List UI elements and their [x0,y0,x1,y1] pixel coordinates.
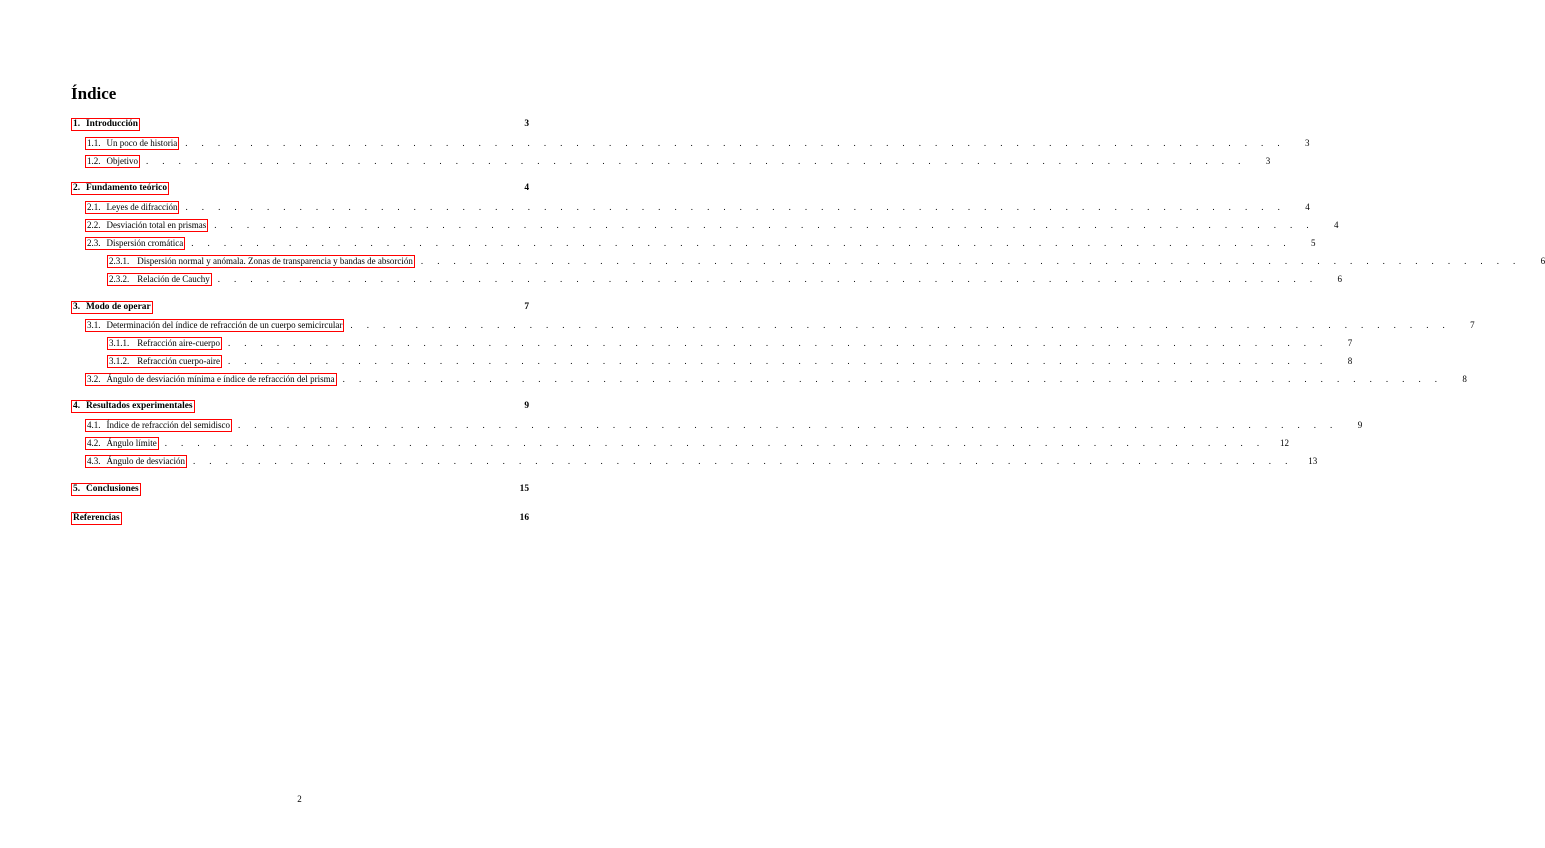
toc-link-desviacion-total[interactable] [85,219,208,232]
dot-leader: . . . . . . . . . . . . . . . . . . . . . . . . . . . . . . . . . . . . . . . . . . . . . . . . . . . . . . . . . . . . . . . . . . . . [420,256,1522,266]
section-label: Ángulo límite [106,437,157,448]
toc-entry-referencias [71,511,529,525]
page-ref: 9 [1357,420,1363,430]
page-ref: 15 [519,484,529,494]
toc-link-determinacion-indice[interactable] [85,319,344,332]
page-ref: 4 [1305,202,1310,212]
section-label: Relación de Cauchy [137,273,210,284]
dot-leader: . . . . . . . . . . . . . . . . . . . . . . . . . . . . . . . . . . . . . . . . . . . . . . . . . . . . . . . . . . . . . . . . . . . . [227,338,1329,348]
section-label: Desviación total en prismas [106,219,207,230]
section-label: Objetivo [106,155,138,166]
page-ref: 8 [1347,356,1353,366]
section-number: 3.1.1. [109,337,130,348]
section-number: 1. [73,118,81,129]
section-label: Ángulo de desviación mínima e índice de refracción del prisma [106,373,335,384]
toc-entry-conclusiones [71,482,529,496]
toc-entry-dispersion-normal-anomala [107,254,1545,268]
section-number: 3.1.2. [109,355,130,366]
dot-leader: . . . . . . . . . . . . . . . . . . . . . . . . . . . . . . . . . . . . . . . . . . . . . . . . . . . . . . . . . . . . . . . . . . . . [227,356,1329,366]
section-number: 2.3. [87,237,101,248]
page-ref: 3 [1265,156,1271,166]
toc-entry-refraccion-cuerpo-aire [107,354,1353,368]
dot-leader: . . . . . . . . . . . . . . . . . . . . . . . . . . . . . . . . . . . . . . . . . . . . . . . . . . . . . . . . . . . . . . . . . . . . [217,274,1318,284]
page-ref: 3 [1304,138,1310,148]
dot-leader: . . . . . . . . . . . . . . . . . . . . . . . . . . . . . . . . . . . . . . . . . . . . . . . . . . . . . . . . . . . . . . . . . . . . [237,420,1339,430]
dot-leader: . . . . . . . . . . . . . . . . . . . . . . . . . . . . . . . . . . . . . . . . . . . . . . . . . . . . . . . . . . . . . . . . . . . . [214,220,1315,230]
page-ref: 12 [1280,438,1289,448]
toc-link-refraccion-cuerpo-aire[interactable] [107,355,222,368]
section-number: 2.3.1. [109,255,130,266]
section-label: Conclusiones [86,483,139,494]
toc-link-introduccion[interactable] [71,118,140,131]
toc-entry-modo-de-operar [71,300,529,314]
page-ref: 8 [1462,374,1467,384]
toc-entry-objetivo [85,154,1271,168]
page-ref: 16 [519,513,529,523]
toc-link-indice-semidisco[interactable] [85,419,232,432]
page-ref: 7 [1347,338,1353,348]
toc-link-refraccion-aire-cuerpo[interactable] [107,337,222,350]
section-number: 3. [73,301,81,312]
toc-entry-relacion-de-cauchy [107,272,1342,286]
section-number: 2.2. [87,219,101,230]
section-number: 1.1. [87,137,101,148]
page-number: 2 [297,794,302,804]
section-label: Referencias [73,512,120,523]
toc-link-fundamento-teorico[interactable] [71,182,169,195]
toc-link-un-poco-de-historia[interactable] [85,137,179,150]
section-label: Un poco de historia [106,137,178,148]
section-number: 3.1. [87,319,101,330]
section-number: 4.2. [87,437,101,448]
toc-entry-refraccion-aire-cuerpo [107,336,1353,350]
dot-leader: . . . . . . . . . . . . . . . . . . . . . . . . . . . . . . . . . . . . . . . . . . . . . . . . . . . . . . . . . . . . . . . . . . . . [146,156,1247,166]
page-ref: 7 [1470,320,1475,330]
section-number: 4.1. [87,419,101,430]
section-label: Modo de operar [86,301,151,312]
toc-link-resultados-experimentales[interactable] [71,400,195,413]
section-label: Dispersión normal y anómala. Zonas de transparencia y bandas de absorción [137,255,413,266]
toc-link-referencias[interactable] [71,512,122,525]
toc-link-dispersion-normal-anomala[interactable] [107,255,415,268]
page-ref: 9 [524,401,529,411]
section-number: 4.3. [87,455,101,466]
toc-entry-fundamento-teorico [71,181,529,195]
toc-link-dispersion-cromatica[interactable] [85,237,185,250]
section-label: Refracción aire-cuerpo [137,337,220,348]
section-label: Fundamento teórico [86,182,168,193]
page-ref: 3 [524,119,529,129]
dot-leader: . . . . . . . . . . . . . . . . . . . . . . . . . . . . . . . . . . . . . . . . . . . . . . . . . . . . . . . . . . . . . . . . . . . . [164,438,1265,448]
page-ref: 4 [1333,220,1339,230]
section-number: 5. [73,483,81,494]
section-number: 4. [73,400,81,411]
toc-link-relacion-de-cauchy[interactable] [107,273,212,286]
toc-entry-un-poco-de-historia [85,136,1310,150]
page-ref: 6 [1540,256,1545,266]
page-ref: 5 [1310,238,1316,248]
dot-leader: . . . . . . . . . . . . . . . . . . . . . . . . . . . . . . . . . . . . . . . . . . . . . . . . . . . . . . . . . . . . . . . . . . . . [192,456,1294,466]
toc-entry-angulo-de-desviacion [85,454,1318,468]
toc-link-leyes-de-difraccion[interactable] [85,201,179,214]
page-ref: 6 [1337,274,1342,284]
section-label: Dispersión cromática [106,237,184,248]
dot-leader: . . . . . . . . . . . . . . . . . . . . . . . . . . . . . . . . . . . . . . . . . . . . . . . . . . . . . . . . . . . . . . . . . . . . [185,202,1286,212]
toc-entry-desviacion-total [85,218,1339,232]
section-number: 2.1. [87,201,101,212]
section-number: 1.2. [87,155,101,166]
toc-entry-angulo-limite [85,436,1289,450]
toc-entry-angulo-desviacion-minima [85,372,1467,386]
section-number: 2. [73,182,81,193]
dot-leader: . . . . . . . . . . . . . . . . . . . . . . . . . . . . . . . . . . . . . . . . . . . . . . . . . . . . . . . . . . . . . . . . . . . . [342,374,1443,384]
page-ref: 4 [524,183,529,193]
section-label: Índice de refracción del semidisco [106,419,230,430]
section-label: Refracción cuerpo-aire [137,355,220,366]
toc-entry-determinacion-indice [85,318,1475,332]
dot-leader: . . . . . . . . . . . . . . . . . . . . . . . . . . . . . . . . . . . . . . . . . . . . . . . . . . . . . . . . . . . . . . . . . . . . [191,238,1292,248]
section-label: Leyes de difracción [106,201,178,212]
section-label: Resultados experimentales [86,400,193,411]
toc-link-conclusiones[interactable] [71,483,141,496]
toc-link-angulo-limite[interactable] [85,437,159,450]
toc-link-angulo-desviacion-minima[interactable] [85,373,337,386]
toc-entry-indice-semidisco [85,418,1363,432]
page-ref: 13 [1308,456,1318,466]
section-label: Introducción [86,118,138,129]
toc-entry-resultados-experimentales [71,399,529,413]
section-number: 2.3.2. [109,273,130,284]
page-ref: 7 [524,302,529,312]
section-label: Ángulo de desviación [106,455,185,466]
toc-entry-leyes-de-difraccion [85,200,1310,214]
section-label: Determinación del índice de refracción de un cuerpo semicircular [106,319,343,330]
toc-link-objetivo[interactable] [85,155,140,168]
section-number: 3.2. [87,373,101,384]
toc-entry-dispersion-cromatica [85,236,1316,250]
dot-leader: . . . . . . . . . . . . . . . . . . . . . . . . . . . . . . . . . . . . . . . . . . . . . . . . . . . . . . . . . . . . . . . . . . . . [185,138,1286,148]
toc-link-modo-de-operar[interactable] [71,301,153,314]
dot-leader: . . . . . . . . . . . . . . . . . . . . . . . . . . . . . . . . . . . . . . . . . . . . . . . . . . . . . . . . . . . . . . . . . . . . [350,320,1451,330]
page-title: Índice [71,84,117,103]
toc-link-angulo-de-desviacion[interactable] [85,455,187,468]
toc-entry-introduccion [71,117,529,131]
